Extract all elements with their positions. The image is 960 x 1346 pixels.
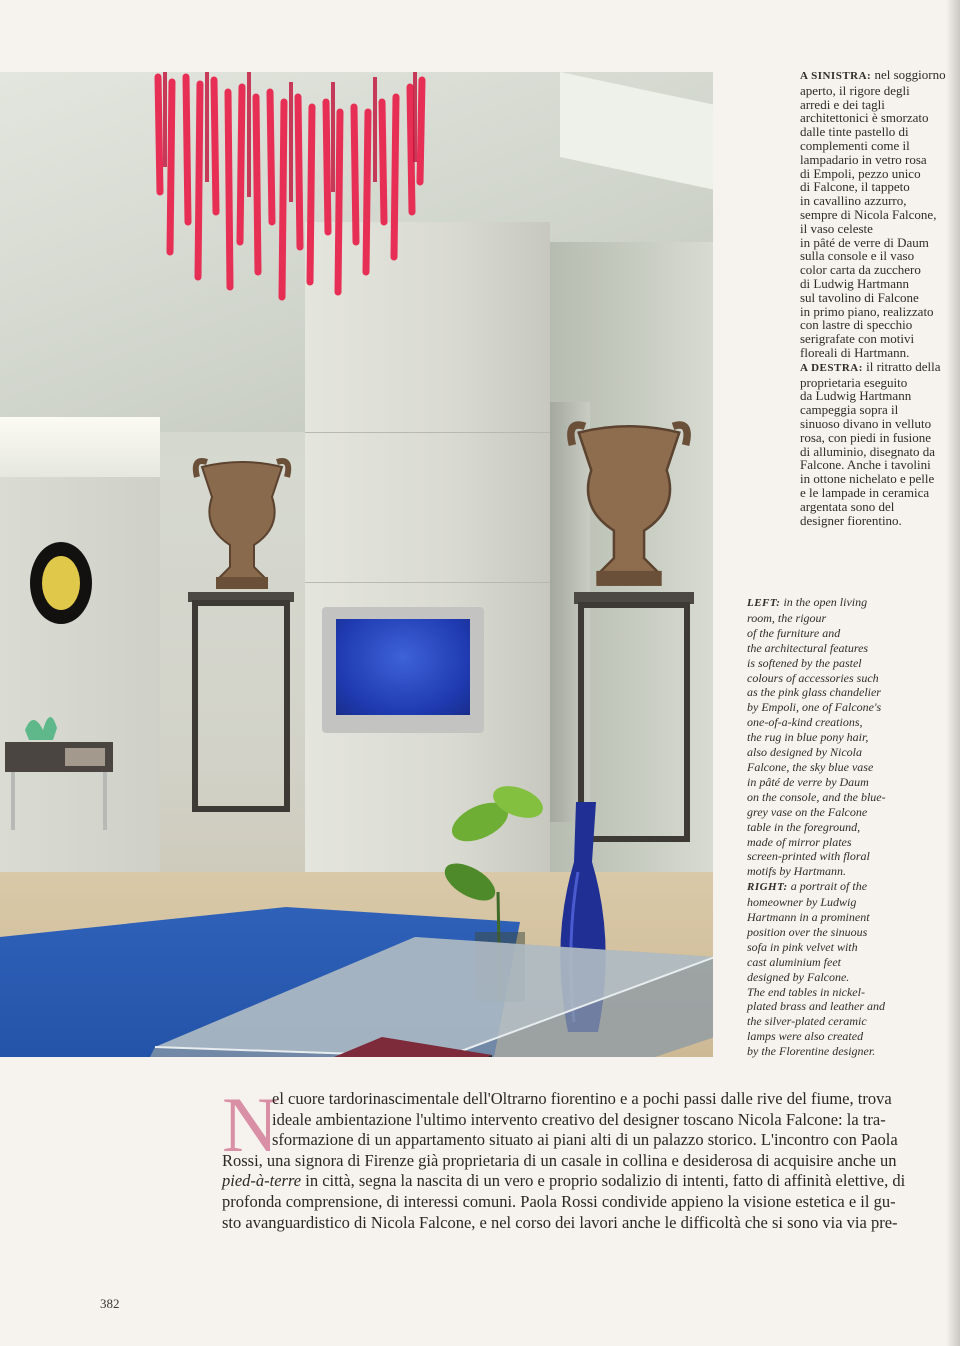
caption-line: complementi come il	[800, 137, 910, 153]
body-line: Rossi, una signora di Firenze già proprietaria di un casale in collina e desiderosa di acquisire anche un	[222, 1150, 897, 1170]
caption-line: argentata sono del	[800, 498, 895, 514]
caption-line: in primo piano, realizzato	[800, 303, 934, 319]
caption-line: motifs by Hartmann.	[747, 864, 846, 879]
page-number: 382	[100, 1296, 120, 1311]
caption-line: made of mirror plates	[747, 834, 852, 849]
body-line: ideale ambientazione l'ultimo intervento creativo del designer toscano Nicola Falcone: la tra-	[272, 1109, 886, 1129]
caption-line: in the open living	[783, 595, 868, 609]
caption-line: Falcone, the sky blue vase	[747, 759, 874, 774]
caption-line: in pâté de verre di Daum	[800, 234, 929, 250]
caption-line: in ottone nichelato e pelle	[800, 471, 935, 487]
caption-line: designed by Falcone.	[747, 969, 850, 984]
left-wall-light	[0, 417, 160, 477]
caption-line: Hartmann in a prominent	[747, 910, 870, 925]
caption-line: lamps were also created	[747, 1029, 864, 1044]
caption-line: also designed by Nicola	[747, 745, 862, 760]
caption-line: on the console, and the blue-	[747, 789, 886, 804]
caption-line: grey vase on the Falcone	[747, 804, 868, 819]
pink-chandelier	[150, 72, 430, 302]
body-line: sto avanguardistico di Nicola Falcone, e nel corso dei lavori anche le difficoltà che si sono via via pre-	[222, 1212, 898, 1232]
caption-line: rosa, con piedi in fusione	[800, 429, 932, 445]
caption-line: screen-printed with floral	[747, 849, 870, 864]
caption-label-sinistra: A SINISTRA:	[800, 70, 872, 82]
console-table	[5, 700, 113, 830]
page-edge-shadow	[946, 0, 960, 1346]
interior-photo	[0, 72, 713, 1057]
caption-line: e le lampade in ceramica	[800, 484, 930, 500]
caption-line: table in the foreground,	[747, 819, 861, 834]
caption-line: designer fiorentino.	[800, 512, 902, 528]
caption-line: the rug in blue pony hair,	[747, 730, 869, 745]
caption-line: cast aluminium feet	[747, 954, 841, 969]
caption-line: il vaso celeste	[800, 220, 873, 236]
article-body	[222, 1081, 960, 1233]
caption-line: of the furniture and	[747, 625, 841, 640]
caption-label-right: RIGHT:	[747, 881, 788, 894]
body-line: el cuore tardorinascimentale dell'Oltrarno fiorentino e a pochi passi dalle rive del fiume, trova	[272, 1089, 892, 1108]
caption-line: by the Florentine designer.	[747, 1044, 876, 1059]
body-line: profonda comprensione, di interessi comuni. Paola Rossi condivide appieno la visione estetica e il gu-	[222, 1191, 896, 1211]
caption-line: da Ludwig Hartmann	[800, 388, 912, 404]
caption-italian	[800, 68, 960, 527]
caption-line: di Ludwig Hartmann	[800, 275, 910, 291]
caption-line: arredi e dei tagli	[800, 96, 885, 112]
caption-line: in cavallino azzurro,	[800, 193, 907, 209]
caption-line: as the pink glass chandelier	[747, 685, 881, 700]
caption-line: di Empoli, pezzo unico	[800, 165, 921, 181]
caption-line: homeowner by Ludwig	[747, 895, 857, 910]
body-line-italic-start	[222, 1171, 960, 1192]
caption-line: floreali di Hartmann.	[800, 344, 910, 360]
italic-phrase: pied-à-terre	[222, 1171, 302, 1191]
caption-line: plated brass and leather and	[747, 999, 885, 1014]
caption-line: the silver-plated ceramic	[747, 1014, 867, 1029]
caption-line: in pâté de verre by Daum	[747, 774, 869, 789]
caption-line: serigrafate con motivi	[800, 331, 915, 347]
caption-line: architettonici è smorzato	[800, 110, 929, 126]
caption-line: Falcone. Anche i tavolini	[800, 457, 931, 473]
caption-line: sul tavolino di Falcone	[800, 289, 919, 305]
left-urn	[192, 457, 292, 597]
caption-line: is softened by the pastel	[747, 655, 862, 670]
left-pedestal	[192, 600, 290, 812]
caption-line: proprietaria eseguito	[800, 374, 908, 390]
caption-line: one-of-a-kind creations,	[747, 715, 863, 730]
caption-line: il ritratto della	[866, 358, 941, 374]
television-screen	[336, 619, 470, 715]
caption-line: a portrait of the	[790, 879, 868, 894]
caption-line: nel soggiorno	[874, 67, 946, 82]
caption-line: aperto, il rigore degli	[800, 82, 910, 98]
body-line: sformazione di un appartamento situato ai piani alti di un palazzo storico. L'incontro con Paola	[272, 1130, 898, 1150]
caption-line: con lastre di specchio	[800, 317, 913, 333]
caption-label-left: LEFT:	[747, 597, 781, 609]
caption-line: dalle tinte pastello di	[800, 124, 909, 140]
caption-line: room, the rigour	[747, 610, 827, 625]
caption-line: sofa in pink velvet with	[747, 939, 858, 954]
caption-line: sulla console e il vaso	[800, 248, 915, 264]
body-line-rest: in città, segna la nascita di un vero e proprio sodalizio di intenti, fatto di affinità elettive, di	[301, 1171, 906, 1191]
caption-line: by Empoli, one of Falcone's	[747, 700, 882, 715]
caption-line: color carta da zucchero	[800, 262, 921, 278]
caption-line: sinuoso divano in velluto	[800, 415, 932, 431]
caption-line: di alluminio, disegnato da	[800, 443, 936, 459]
right-urn	[566, 420, 692, 596]
caption-line: lampadario in vetro rosa	[800, 151, 927, 167]
caption-label-destra: A DESTRA:	[800, 361, 863, 374]
caption-line: the architectural features	[747, 640, 869, 655]
caption-line: sempre di Nicola Falcone,	[800, 206, 937, 222]
caption-line: colours of accessories such	[747, 670, 879, 685]
caption-line: campeggia sopra il	[800, 402, 899, 418]
caption-line: di Falcone, il tappeto	[800, 179, 910, 195]
bulgari-book	[262, 1037, 492, 1057]
caption-english	[747, 595, 907, 1059]
caption-line: The end tables in nickel-	[747, 984, 865, 999]
wall-plate-motif	[42, 556, 80, 610]
drop-cap: N	[222, 1081, 279, 1168]
caption-line: position over the sinuous	[747, 924, 868, 939]
